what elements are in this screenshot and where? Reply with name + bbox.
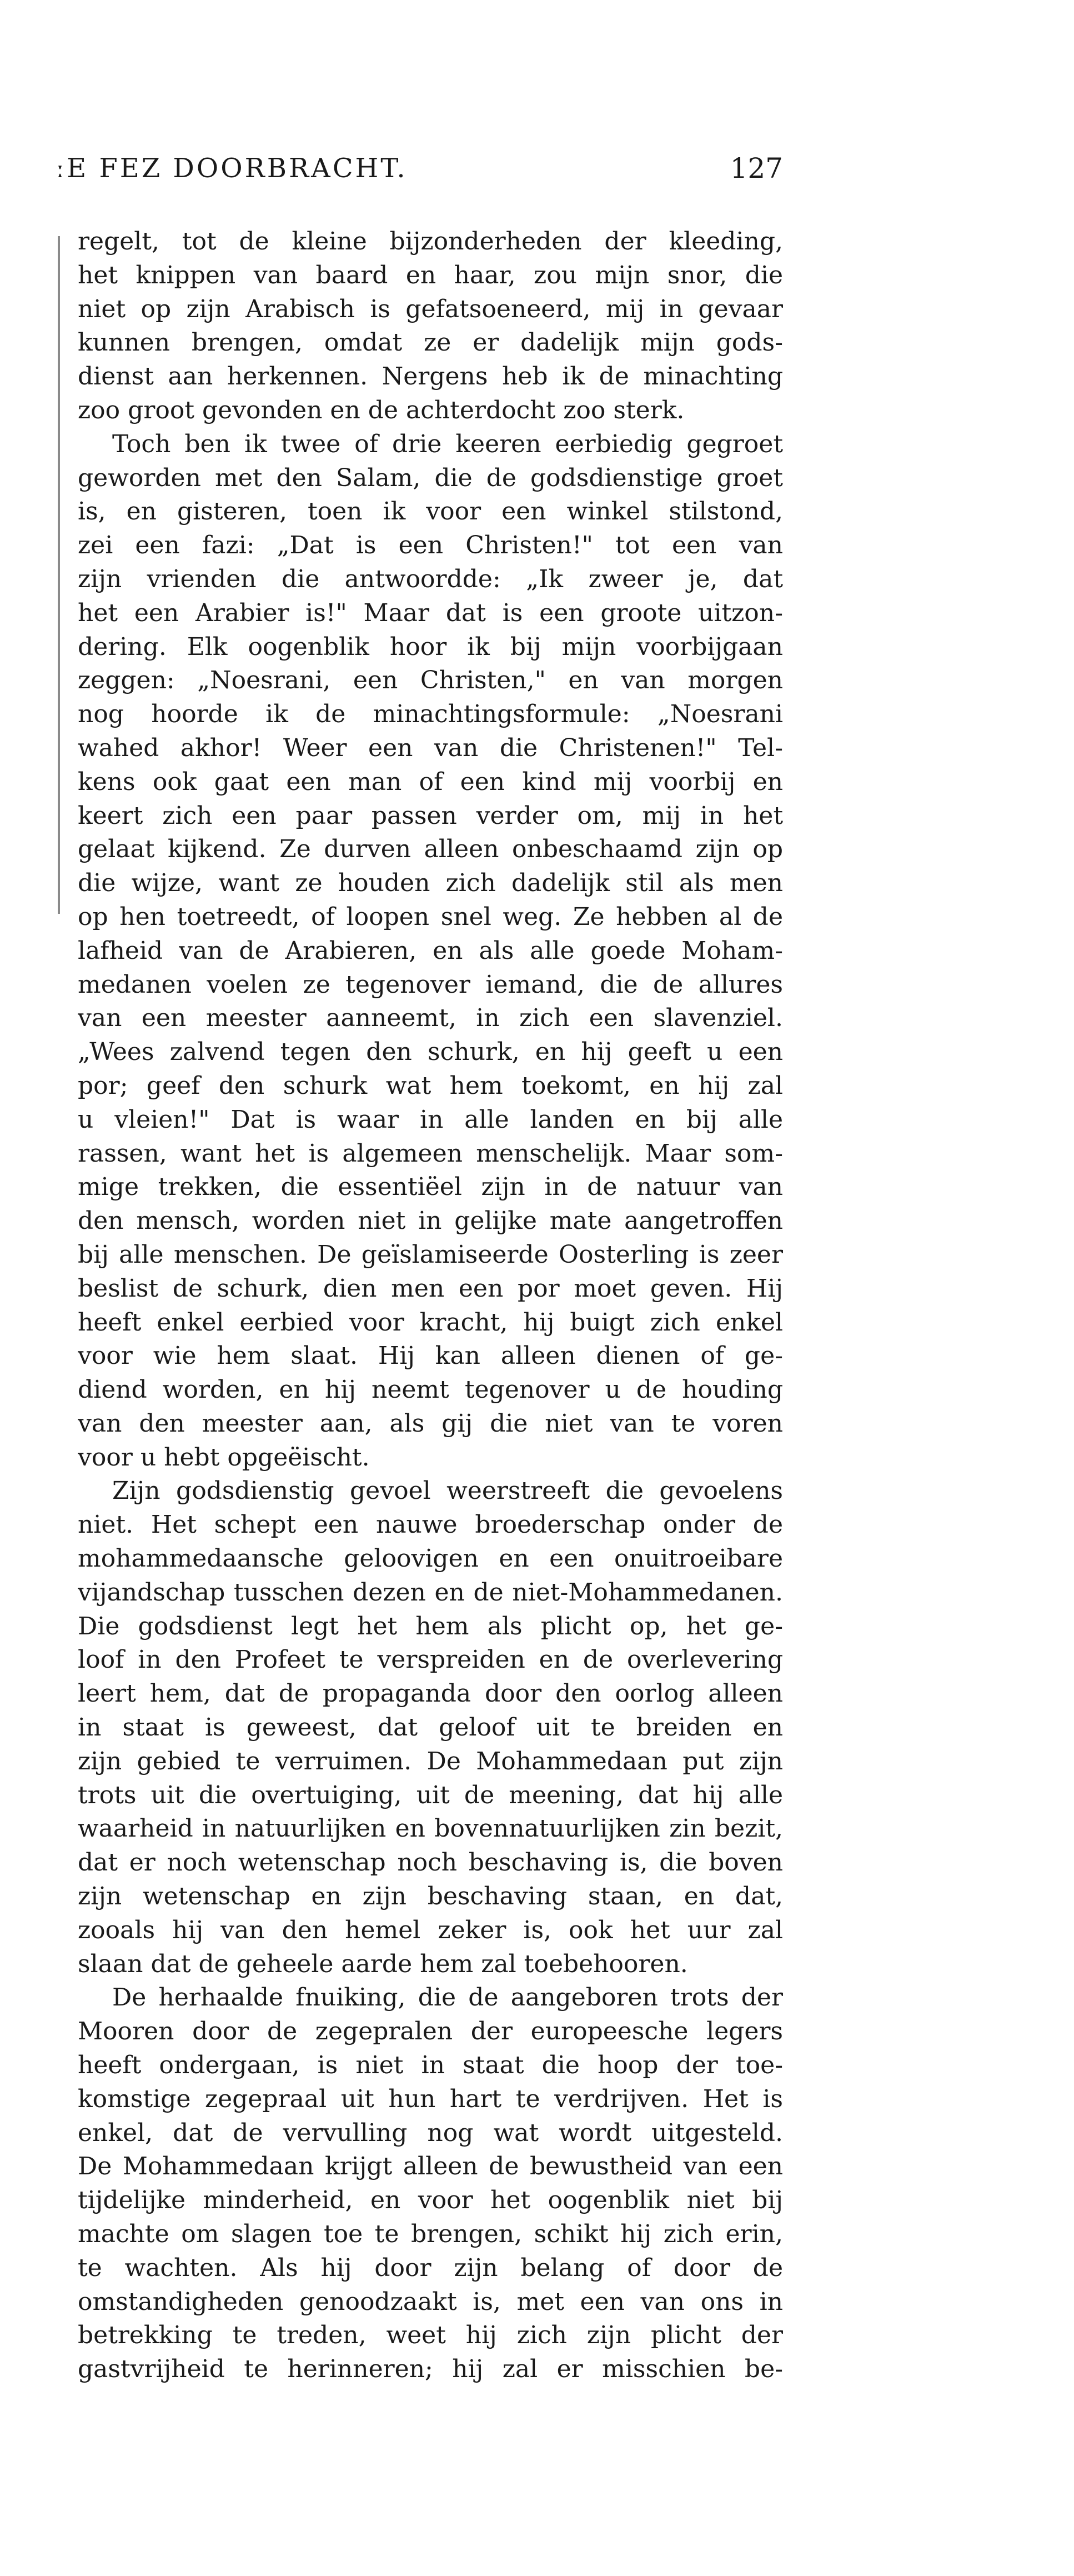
text-line: gastvrijheid te herinneren; hij zal er misschien be- bbox=[78, 2355, 783, 2384]
text-line: trots uit die overtuiging, uit de meening, dat hij alle bbox=[78, 1780, 783, 1809]
text-line: gelaat kijkend. Ze durven alleen onbeschaamd zijn op bbox=[78, 835, 783, 864]
text-line: keert zich een paar passen verder om, mij in het bbox=[78, 801, 783, 830]
text-line: u vleien!" Dat is waar in alle landen en bij alle bbox=[78, 1105, 783, 1134]
text-line: den mensch, worden niet in gelijke mate aangetroffen bbox=[78, 1207, 783, 1236]
text-line: zooals hij van den hemel zeker is, ook het uur zal bbox=[78, 1915, 783, 1944]
text-line: is, en gisteren, toen ik voor een winkel stilstond, bbox=[78, 497, 783, 526]
text-line: van een meester aanneemt, in zich een slavenziel. bbox=[78, 1004, 783, 1033]
text-line: dering. Elk oogenblik hoor ik bij mijn voorbijgaan bbox=[78, 632, 783, 661]
text-line: niet. Het schept een nauwe broederschap onder de bbox=[78, 1510, 783, 1539]
text-line: het een Arabier is!" Maar dat is een groote uitzon- bbox=[78, 598, 783, 627]
text-line: geworden met den Salam, die de godsdienstige groet bbox=[78, 463, 783, 492]
text-line: omstandigheden genoodzaakt is, met een van ons in bbox=[78, 2287, 783, 2316]
text-line: tijdelijke minderheid, en voor het oogenblik niet bij bbox=[78, 2186, 783, 2215]
text-line: machte om slagen toe te brengen, schikt hij zich erin, bbox=[78, 2220, 783, 2249]
text-line: zeggen: „Noesrani, een Christen," en van morgen bbox=[78, 666, 783, 695]
text-line: De Mohammedaan krijgt alleen de bewustheid van een bbox=[78, 2152, 783, 2181]
text-line: zijn vrienden die antwoordde: „Ik zweer je, dat bbox=[78, 564, 783, 593]
text-line: niet op zijn Arabisch is gefatsoeneerd, mij in gevaar bbox=[78, 294, 783, 323]
text-line: rassen, want het is algemeen menschelijk. Maar som- bbox=[78, 1139, 783, 1168]
text-line: Mooren door de zegepralen der europeesche legers bbox=[78, 2017, 783, 2046]
text-line: leert hem, dat de propaganda door den oorlog alleen bbox=[78, 1679, 783, 1708]
running-head bbox=[56, 149, 783, 188]
text-line: loof in den Profeet te verspreiden en de overlevering bbox=[78, 1645, 783, 1674]
text-line: zei een fazi: „Dat is een Christen!" tot een van bbox=[78, 531, 783, 560]
text-line: diend worden, en hij neemt tegenover u de houding bbox=[78, 1375, 783, 1404]
text-line: voor wie hem slaat. Hij kan alleen dienen of ge- bbox=[78, 1342, 783, 1370]
text-line: mige trekken, die essentiëel zijn in de natuur van bbox=[78, 1173, 783, 1202]
text-line: heeft ondergaan, is niet in staat die hoop der toe- bbox=[78, 2051, 783, 2080]
text-line: heeft enkel eerbied voor kracht, hij buigt zich enkel bbox=[78, 1308, 783, 1337]
text-line: zijn gebied te verruimen. De Mohammedaan put zijn bbox=[78, 1747, 783, 1775]
text-line: bij alle menschen. De geïslamiseerde Oosterling is zeer bbox=[78, 1240, 783, 1269]
text-line: enkel, dat de vervulling nog wat wordt uitgesteld. bbox=[78, 2118, 783, 2147]
text-line: wahed akhor! Weer een van die Christenen!" Tel- bbox=[78, 733, 783, 762]
text-line: waarheid in natuurlijken en bovennatuurlijken zin bezit, bbox=[78, 1814, 783, 1843]
text-line: voor u hebt opgeëischt. bbox=[78, 1443, 370, 1472]
text-line: por; geef den schurk wat hem toekomt, en hij zal bbox=[78, 1071, 783, 1100]
text-line: kens ook gaat een man of een kind mij voorbij en bbox=[78, 767, 783, 796]
text-line: „Wees zalvend tegen den schurk, en hij geeft u een bbox=[78, 1038, 783, 1067]
text-line: komstige zegepraal uit hun hart te verdrijven. Het is bbox=[78, 2084, 783, 2113]
text-line: beslist de schurk, dien men een por moet geven. Hij bbox=[78, 1274, 783, 1303]
margin-rule bbox=[58, 236, 60, 914]
text-line: lafheid van de Arabieren, en als alle goede Moham- bbox=[78, 936, 783, 965]
text-line: De herhaalde fnuiking, die de aangeboren trots der bbox=[112, 1983, 783, 2012]
text-line: medanen voelen ze tegenover iemand, die de allures bbox=[78, 970, 783, 999]
text-line: te wachten. Als hij door zijn belang of door de bbox=[78, 2253, 783, 2282]
text-line: nog hoorde ik de minachtingsformule: „Noesrani bbox=[78, 700, 783, 729]
text-line: op hen toetreedt, of loopen snel weg. Ze hebben al de bbox=[78, 902, 783, 931]
text-line: dienst aan herkennen. Nergens heb ik de minachting bbox=[78, 362, 783, 391]
text-line: Die godsdienst legt het hem als plicht op, het ge- bbox=[78, 1612, 783, 1640]
text-line: zoo groot gevonden en de achterdocht zoo sterk. bbox=[78, 396, 685, 424]
text-line: zijn wetenschap en zijn beschaving staan, en dat, bbox=[78, 1882, 783, 1911]
text-line: slaan dat de geheele aarde hem zal toebehooren. bbox=[78, 1949, 688, 1978]
text-line: vijandschap tusschen dezen en de niet-Mohammedanen. bbox=[78, 1578, 783, 1607]
text-line: kunnen brengen, omdat ze er dadelijk mijn gods- bbox=[78, 328, 783, 357]
text-line: Zijn godsdienstig gevoel weerstreeft die gevoelens bbox=[112, 1477, 783, 1505]
text-line: betrekking te treden, weet hij zich zijn plicht der bbox=[78, 2321, 783, 2350]
running-head-title: ːE FEZ DOORBRACHT. bbox=[56, 153, 408, 184]
body-text bbox=[78, 225, 783, 2387]
text-line: in staat is geweest, dat geloof uit te breiden en bbox=[78, 1713, 783, 1742]
text-line: Toch ben ik twee of drie keeren eerbiedig gegroet bbox=[112, 429, 783, 458]
text-line: die wijze, want ze houden zich dadelijk stil als men bbox=[78, 869, 783, 898]
text-line: dat er noch wetenschap noch beschaving is, die boven bbox=[78, 1848, 783, 1877]
text-line: het knippen van baard en haar, zou mijn snor, die bbox=[78, 261, 783, 289]
text-line: regelt, tot de kleine bijzonderheden der kleeding, bbox=[78, 227, 783, 256]
page-number: 127 bbox=[730, 152, 783, 184]
text-line: mohammedaansche geloovigen en een onuitroeibare bbox=[78, 1544, 783, 1573]
text-line: van den meester aan, als gij die niet van te voren bbox=[78, 1409, 783, 1438]
